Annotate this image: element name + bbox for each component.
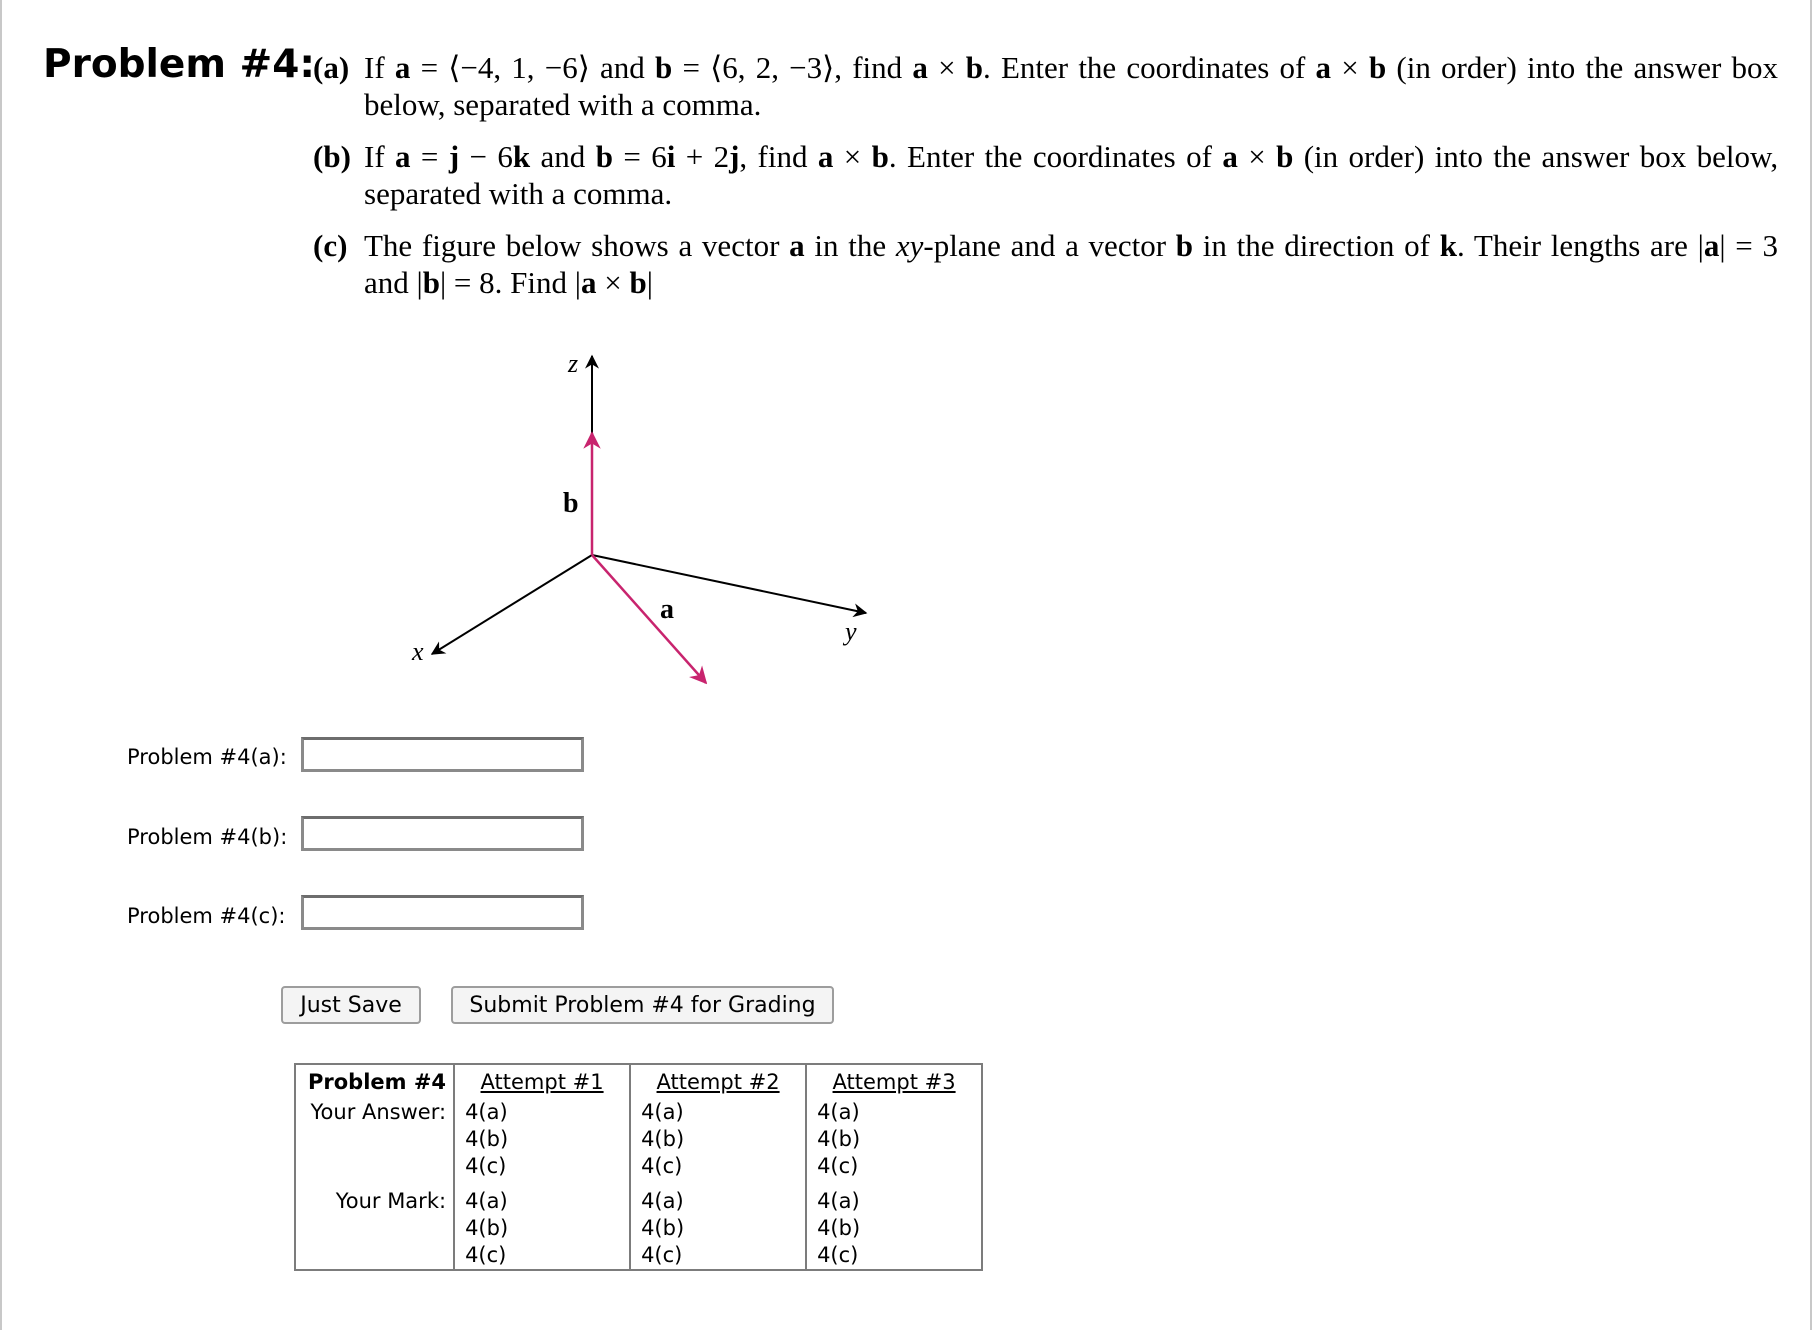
attempt-1-answers: 4(a) 4(b) 4(c) (454, 1099, 630, 1180)
problem-title: Problem #4: (43, 42, 315, 87)
attempt-2-marks: 4(a) 4(b) 4(c) (630, 1188, 806, 1270)
vector-a-label: a (660, 594, 674, 625)
part-b-label: (b) (313, 139, 351, 174)
answer-c-input[interactable] (301, 895, 584, 930)
y-axis (592, 555, 866, 613)
part-c-label: (c) (313, 228, 348, 263)
attempt-3-marks: 4(a) 4(b) 4(c) (806, 1188, 982, 1270)
x-axis-label: x (412, 637, 424, 666)
part-c-text: (c) The figure below shows a vector a in the xy-plane and a vector b in the direction of k. Their lengths are |a| = 3 and |b| = 8. Find |a × b| (313, 228, 1778, 300)
answer-a-input[interactable] (301, 737, 584, 772)
attempt-1-link[interactable]: Attempt #1 (454, 1064, 630, 1099)
your-mark-label: Your Mark: (335, 1189, 447, 1213)
x-axis (432, 555, 592, 654)
answer-b-input[interactable] (301, 816, 584, 851)
vector-diagram (380, 345, 900, 685)
answer-c-label: Problem #4(c): (127, 904, 286, 928)
attempt-1-marks: 4(a) 4(b) 4(c) (454, 1188, 630, 1270)
part-a-text: (a) If a = ⟨−4, 1, −6⟩ and b = ⟨6, 2, −3⟩, find a × b. Enter the coordinates of a × b (in order) into the answer box below, separated with a comma. (313, 50, 1778, 122)
y-axis-label: y (845, 617, 857, 646)
table-header-problem: Problem #4 (308, 1069, 447, 1094)
attempt-3-answers: 4(a) 4(b) 4(c) (806, 1099, 982, 1180)
answer-a-label: Problem #4(a): (127, 745, 287, 769)
submit-button[interactable]: Submit Problem #4 for Grading (451, 986, 834, 1024)
your-answer-label: Your Answer: (310, 1100, 447, 1124)
vector-a (592, 555, 706, 683)
attempt-2-answers: 4(a) 4(b) 4(c) (630, 1099, 806, 1180)
part-b-text: (b) If a = j − 6k and b = 6i + 2j, find a × b. Enter the coordinates of a × b (in order) into the answer box below, separated with a comma. (313, 139, 1779, 211)
part-a-label: (a) (313, 50, 350, 85)
attempt-3-link[interactable]: Attempt #3 (806, 1064, 982, 1099)
answer-b-label: Problem #4(b): (127, 825, 288, 849)
vector-b-label: b (563, 488, 579, 519)
attempts-table (294, 1063, 983, 1271)
just-save-button[interactable]: Just Save (281, 986, 421, 1024)
attempt-2-link[interactable]: Attempt #2 (630, 1064, 806, 1099)
z-axis-label: z (568, 349, 579, 378)
